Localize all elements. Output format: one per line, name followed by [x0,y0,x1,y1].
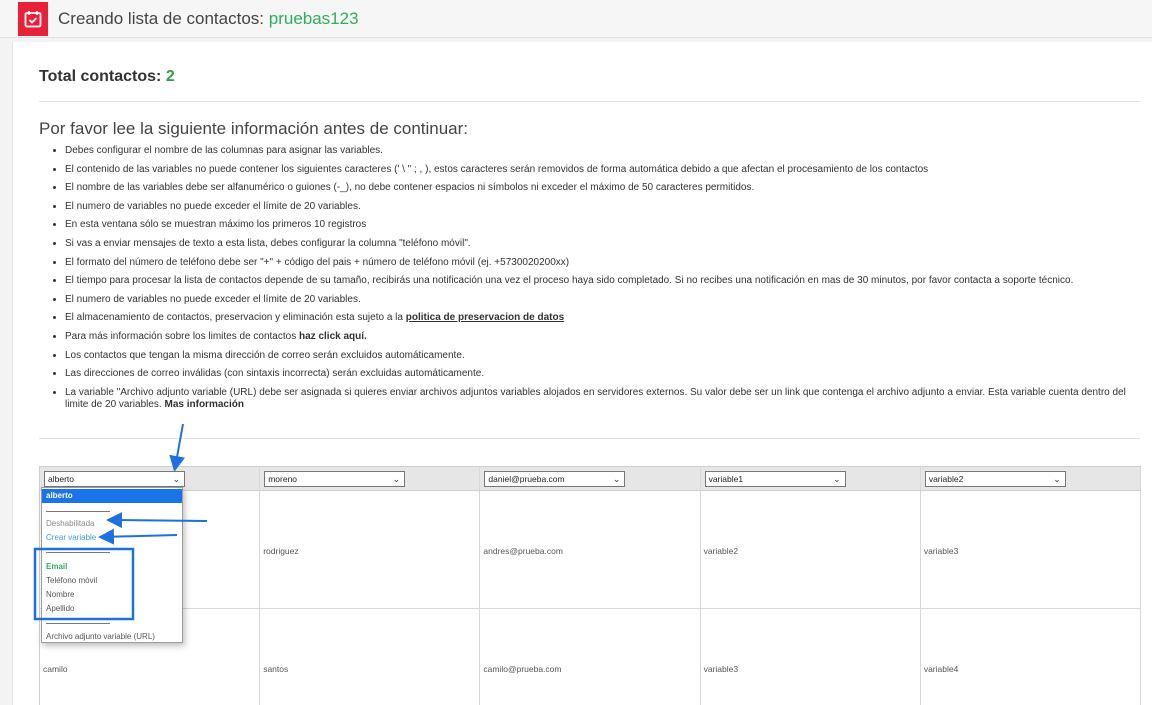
chevron-down-icon: ⌄ [612,474,621,484]
column-select-2[interactable] [264,471,405,487]
dropdown-option[interactable]: Teléfono móvil [46,576,98,585]
info-item [65,201,1140,213]
column-header [701,467,921,490]
cell-value: variable3 [703,664,739,674]
total-contacts-label: Total contactos: [39,68,162,85]
divider [39,101,1140,102]
info-text: Si vas a enviar mensajes de texto a esta lista, debes configurar la columna "teléfono móvil". [65,237,471,249]
info-text: La variable "Archivo adjunto variable (URL) debe ser asignada si quieres enviar archivos adjuntos variables alojados en servidores externos. Su valor debe ser un link que contenga el archivo adjunto a enviar. Esta variable cuenta dentro del limite de 20 variables. [65,386,1126,410]
chevron-down-icon: ⌄ [392,474,401,484]
info-text: En esta ventana sólo se muestran máximo los primeros 10 registros [65,219,367,231]
limits-link[interactable]: haz click aquí. [299,330,367,342]
cell-value: camilo@prueba.com [483,664,562,674]
table-cell [701,491,921,608]
info-item [65,368,1140,380]
dropdown-option[interactable]: Deshabilitada [46,519,95,528]
contacts-table [39,466,1141,705]
info-item [65,219,1140,231]
dropdown-option[interactable]: Crear variable [46,533,97,542]
column-select-value: variable1 [708,474,744,484]
cell-value: variable4 [923,664,959,674]
info-text: Las direcciones de correo inválidas (con sintaxis incorrecta) serán excluidas automáticamente. [65,368,485,380]
dropdown-option[interactable]: alberto [42,489,182,503]
info-item [65,294,1140,306]
info-text: El tiempo para procesar la lista de contactos depende de su tamaño, recibirás una notificación una vez el proceso haya sido completado. Si no recibes una notificación en mas de 30 minutos, por favor contacta a soporte técnico. [65,275,1074,287]
info-text: El numero de variables no puede exceder el límite de 20 variables. [65,200,361,212]
total-contacts [39,68,175,86]
dropdown-option[interactable]: Archivo adjunto variable (URL) [46,632,155,641]
column-select-4[interactable] [705,471,846,487]
column-select-dropdown [41,487,183,643]
policy-link[interactable]: politica de preservacion de datos [405,312,565,324]
dropdown-option[interactable]: Email [46,562,68,571]
calendar-check-icon [18,2,48,36]
cell-value: andres@prueba.com [483,546,563,556]
column-select-5[interactable] [925,471,1066,487]
cell-value: camilo [43,664,68,674]
column-select-value: variable2 [928,474,964,484]
info-text: El contenido de las variables no puede contener los siguientes caracteres (' \ " ; , ), estos caracteres serán removidos de forma automática debido a que afectan el procesamiento de los contactos [65,163,929,175]
table-cell [480,491,700,608]
column-mapping-row [40,466,1141,491]
list-name: pruebas123 [268,9,359,28]
cell-value: santos [263,664,289,674]
dropdown-separator [46,511,110,512]
info-text: El formato del número de teléfono debe ser "+" + código del pais + número de teléfono móvil (ej. +5730020200xx) [65,256,570,268]
column-select-value: daniel@prueba.com [488,474,565,484]
divider [39,438,1140,439]
table-cell [260,491,480,608]
table-cell [260,609,480,705]
info-item [65,312,1140,324]
column-header [921,467,1141,490]
cell-value: variable2 [703,546,739,556]
page-title [58,9,359,29]
table-cell [701,609,921,705]
info-item [65,238,1140,250]
dropdown-separator [46,623,110,624]
column-select-1[interactable] [44,471,185,487]
info-list [65,145,1140,417]
chevron-down-icon: ⌄ [172,474,180,484]
info-item [65,164,1140,176]
column-select-value: moreno [268,474,298,484]
info-text: Debes configurar el nombre de las columnas para asignar las variables. [65,145,383,156]
info-text: Para más información sobre los limites de contactos [65,330,297,342]
column-select-value: alberto [48,474,74,484]
info-item [65,331,1140,343]
cell-value: rodriguez [263,546,299,556]
info-item [65,387,1140,411]
dropdown-separator [46,552,110,553]
info-item [65,350,1140,362]
table-cell [480,609,700,705]
dropdown-option[interactable]: Nombre [46,590,75,599]
column-header [480,467,700,490]
column-header [260,467,480,490]
cell-value: variable3 [923,546,959,556]
info-text: Los contactos que tengan la misma dirección de correo serán excluidos automáticamente. [65,349,465,361]
more-info-link[interactable]: Mas información [164,398,244,410]
info-item [65,182,1140,194]
info-text: El almacenamiento de contactos, preservacion y eliminación esta sujeto a la [65,312,403,324]
page-title-prefix: Creando lista de contactos: [58,9,265,28]
content-card [12,42,1152,705]
total-contacts-count: 2 [165,68,175,85]
info-item [65,145,1140,157]
table-cell [921,491,1141,608]
info-item [65,275,1140,287]
table-cell [921,609,1141,705]
info-title: Por favor lee la siguiente información antes de continuar: [39,119,469,138]
info-text: El nombre de las variables debe ser alfanumérico o guiones (-_), no debe contener espacios ni símbolos ni exceder el máximo de 50 caracteres permitidos. [65,182,755,194]
chevron-down-icon: ⌄ [1053,474,1061,484]
table-row [40,491,1141,609]
column-select-3[interactable] [484,471,625,487]
info-text: El numero de variables no puede exceder el límite de 20 variables. [65,293,361,305]
dropdown-option[interactable]: Apellido [46,604,75,613]
info-item [65,257,1140,269]
table-row [40,609,1141,705]
chevron-down-icon: ⌄ [833,474,841,484]
top-bar [0,0,1152,38]
